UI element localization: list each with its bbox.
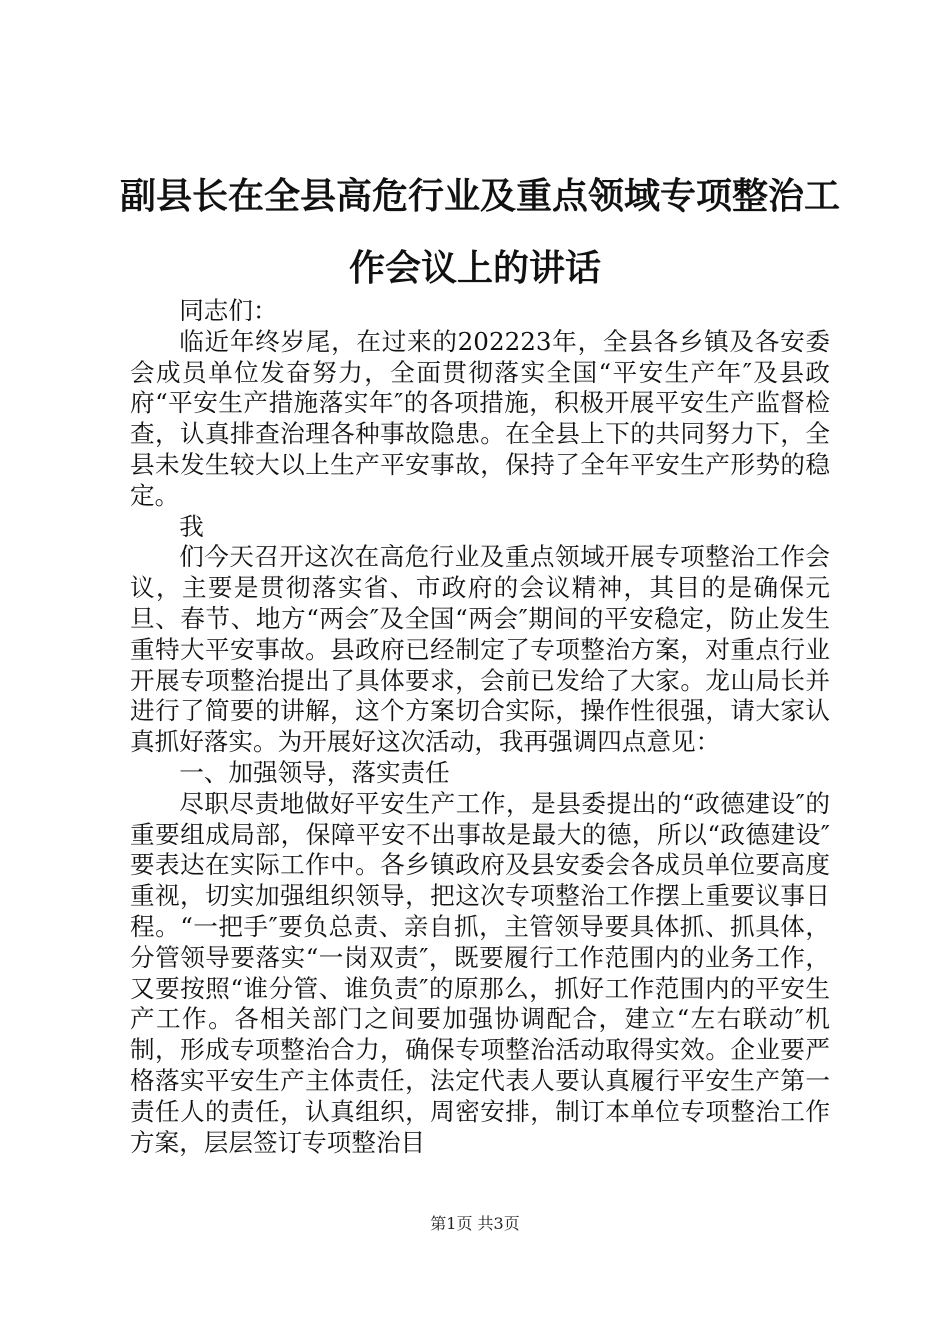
- title-line-1: 副县长在全县高危行业及重点领域专项整治工: [120, 175, 841, 217]
- document-title: [120, 160, 841, 304]
- paragraph-intro: 临近年终岁尾，在过来的202223年，全县各乡镇及各安委会成员单位发奋努力，全面贯彻落实全国“平安生产年″及县政府“平安生产措施落实年″的各项措施，积极开展平安生产监督检查，认真排查治理各种事故隐患。在全县上下的共同努力下，全县未发生较大以上生产平安事故，保持了全年平安生产形势的稳定。: [130, 326, 830, 510]
- salutation: 同志们：: [179, 296, 278, 325]
- paragraph-responsibility: 尽职尽责地做好平安生产工作，是县委提出的“政德建设″的重要组成局部，保障平安不出事故是最大的德，所以“政德建设″要表达在实际工作中。各乡镇政府及县安委会各成员单位要高度重视，切实加强组织领导，把这次专项整治工作摆上重要议事日程。“一把手″要负总责、亲自抓，主管领导要具体抓、抓具体，分管领导要落实“一岗双责″，既要履行工作范围内的业务工作，又要按照“谁分管、谁负责″的原那么，抓好工作范围内的平安生产工作。各相关部门之间要加强协调配合，建立“左右联动″机制，形成专项整治合力，确保专项整治活动取得实效。企业要严格落实平安生产主体责任，法定代表人要认真履行平安生产第一责任人的责任，认真组织，周密安排，制订本单位专项整治工作方案，层层签订专项整治目: [130, 788, 830, 1157]
- page-footer: 第1页 共3页: [430, 1214, 520, 1233]
- paragraph-fragment: 我: [179, 511, 204, 541]
- paragraph-meeting-purpose: 们今天召开这次在高危行业及重点领域开展专项整治工作会议，主要是贯彻落实省、市政府的会议精神，其目的是确保元旦、春节、地方“两会″及全国“两会″期间的平安稳定，防止发生重特大平安事故。县政府已经制定了专项整治方案，对重点行业开展专项整治提出了具体要求，会前已发给了大家。龙山局长并进行了简要的讲解，这个方案切合实际，操作性很强，请大家认真抓好落实。为开展好这次活动，我再强调四点意见：: [130, 542, 830, 757]
- title-line-2: 作会议上的讲话: [348, 247, 601, 289]
- section-heading-1: 一、加强领导，落实责任: [179, 757, 450, 787]
- document-body: [130, 296, 830, 1158]
